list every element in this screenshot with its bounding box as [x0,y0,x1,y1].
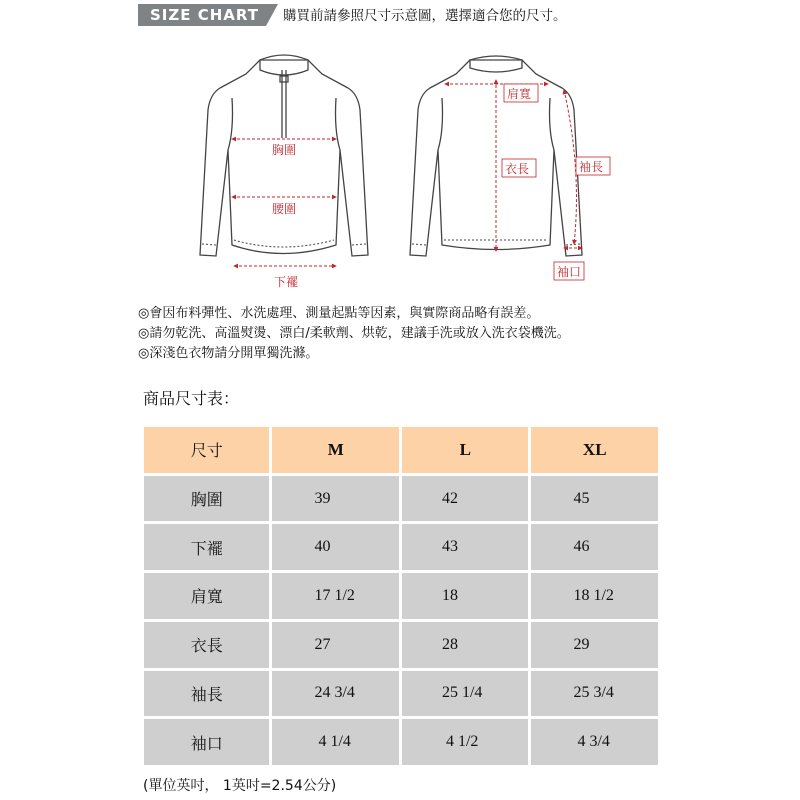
cuff-label: 袖口 [557,265,582,279]
note-item: ◎會因布料彈性、水洗處理、測量起點等因素，與實際商品略有誤差。 [138,306,540,321]
size-chart-title: SIZE CHART [150,6,260,24]
row-label: 胸圍 [144,476,269,522]
cell-xl: 29 [531,622,658,668]
chest-label: 胸圍 [272,143,297,157]
cell-xl: 46 [531,524,658,570]
cell-l: 43 [402,524,529,570]
table-row [144,476,658,522]
header-cell-size: 尺寸 [190,441,223,461]
header-cell-xl: XL [582,439,607,459]
length-label: 衣長 [505,162,530,176]
header-cell-m: M [327,439,344,459]
cell-l: 4 1/2 [402,719,529,765]
sleeve-label: 袖長 [579,160,604,174]
care-notes [138,304,570,364]
cell-l: 42 [402,476,529,522]
waist-label: 腰圍 [272,202,297,216]
table-row [144,573,658,619]
cell-m: 17 1/2 [272,573,399,619]
table-header-row [144,427,658,473]
unit-footnote: (單位英吋， 1英吋=2.54公分) [143,778,337,794]
note-item: ◎請勿乾洗、高溫熨燙、漂白/柔軟劑、烘乾，建議手洗或放入洗衣袋機洗。 [138,326,570,341]
note-item: ◎深淺色衣物請分開單獨洗滌。 [138,346,319,361]
cell-xl: 18 1/2 [531,573,658,619]
cell-m: 40 [272,524,399,570]
row-label: 衣長 [144,622,269,668]
table-row [144,719,658,765]
garment-diagram [190,40,630,300]
row-label: 袖口 [144,719,269,765]
cell-l: 18 [402,573,529,619]
cell-xl: 25 3/4 [531,671,658,717]
size-table [141,424,661,768]
hem-label: 下襬 [274,275,299,289]
cell-m: 27 [272,622,399,668]
cell-m: 4 1/4 [272,719,399,765]
table-row [144,622,658,668]
cell-l: 28 [402,622,529,668]
row-label: 下襬 [144,524,269,570]
cell-xl: 4 3/4 [531,719,658,765]
table-row [144,524,658,570]
table-title: 商品尺寸表： [143,389,240,408]
row-label: 袖長 [144,671,269,717]
cell-xl: 45 [531,476,658,522]
row-label: 肩寬 [144,573,269,619]
cell-l: 25 1/4 [402,671,529,717]
shoulder-label: 肩寬 [507,87,532,101]
cell-m: 39 [272,476,399,522]
header-cell-l: L [459,439,471,459]
header-description: 購買前請參照尺寸示意圖，選擇適合您的尺寸。 [283,8,567,24]
table-row [144,671,658,717]
cell-m: 24 3/4 [272,671,399,717]
